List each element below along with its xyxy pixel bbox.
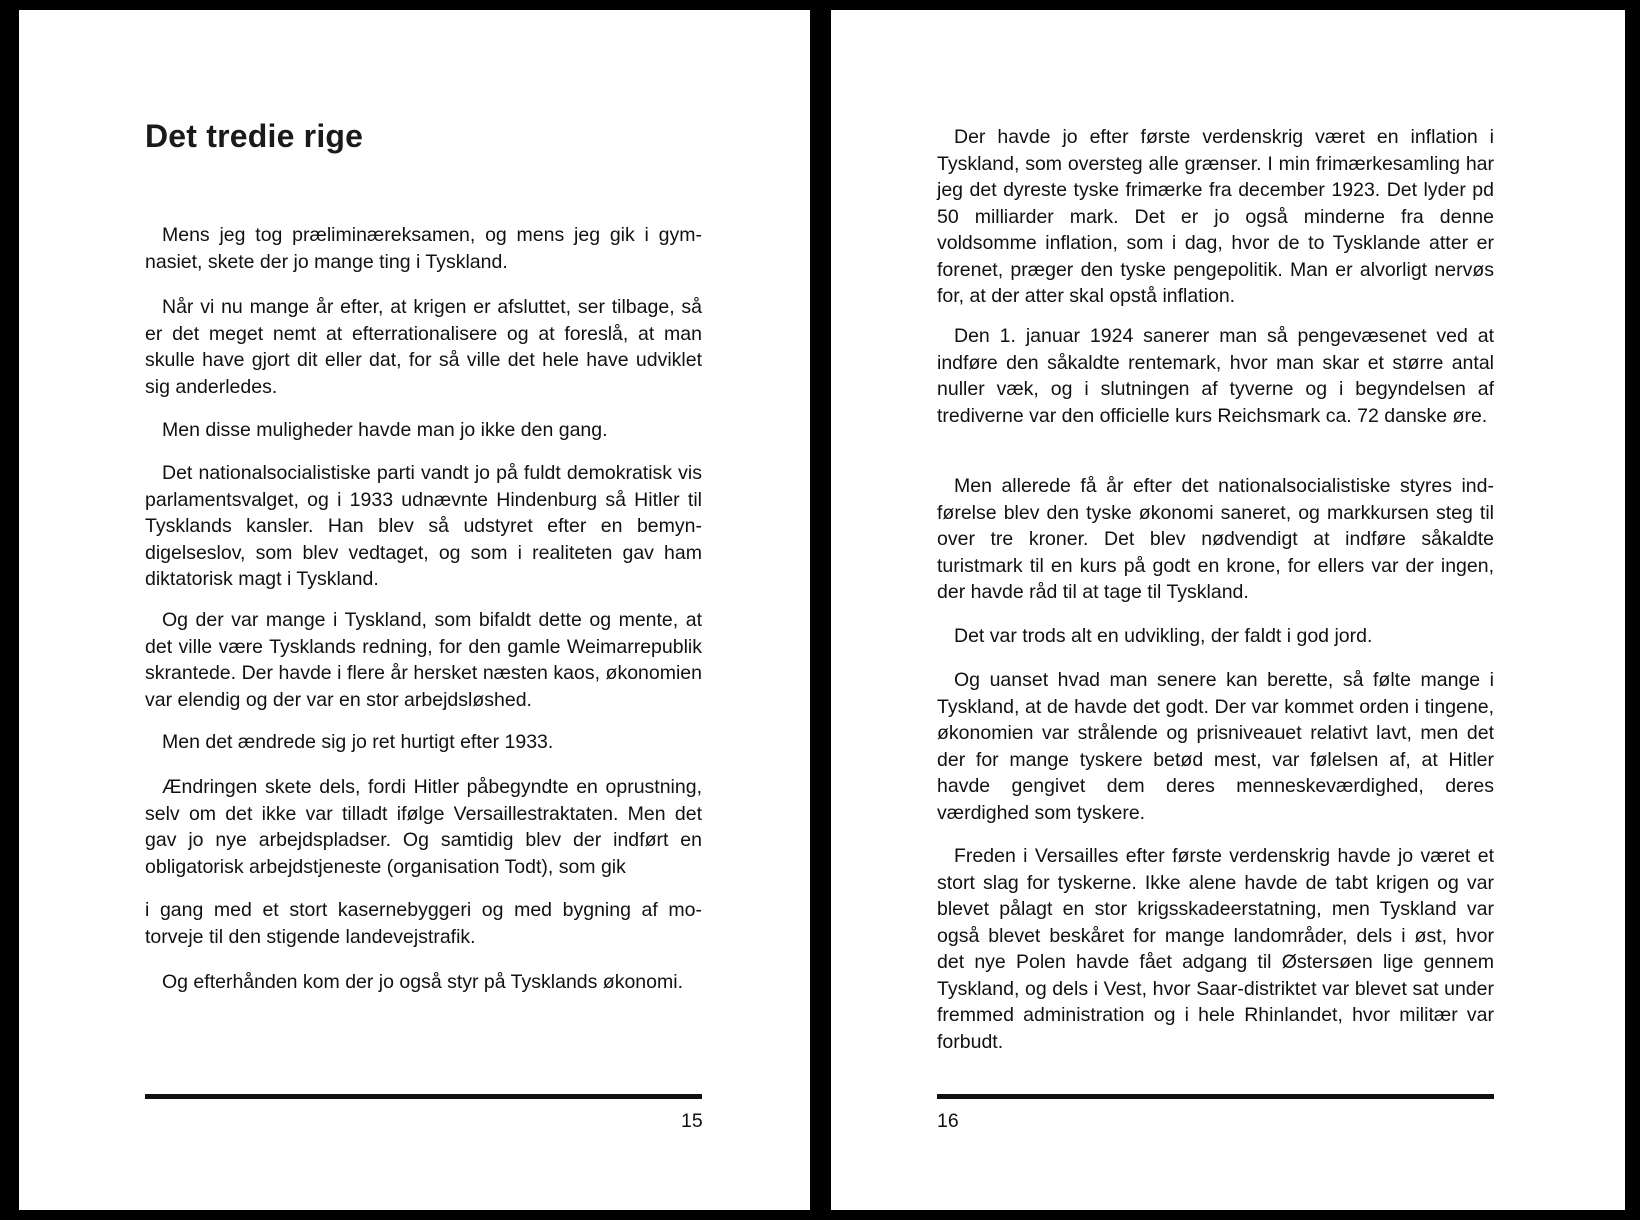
right-page xyxy=(831,10,1625,1210)
paragraph: Når vi nu mange år efter, at krigen er afsluttet, ser tilbage, så er det meget nemt at efterrationalisere og at foreslå, at man skulle have gjort dit eller dat, for så ville det hele have udviklet sig anderledes. xyxy=(145,296,702,398)
paragraph: Det var trods alt en udvikling, der faldt i god jord. xyxy=(954,625,1373,647)
left-page xyxy=(19,10,810,1210)
page-number: 16 xyxy=(937,1110,959,1132)
paragraph: Og uanset hvad man senere kan berette, så følte mange i Tyskland, at de havde det godt. Der var kommet orden i tingene, økonomien var strålende og prisniveauet relativt lavt, men det der for mange tyskere betød mest, var følelsen af, at Hitler havde gengivet dem deres menneskeværdighed, deres værdighed som tyskere. xyxy=(937,669,1494,824)
paragraph: Den 1. januar 1924 sanerer man så pengevæsenet ved at indføre den såkaldte rentemark, hvor man skar et større antal nuller væk, og i slutningen af tyverne og i begyndelsen af trediverne var den officielle kurs Reichsmark ca. 72 danske øre. xyxy=(937,325,1494,427)
paragraph: Men allerede få år efter det nationalsocialistiske styres indførelse blev den tyske økonomi saneret, og markkursen steg til over tre kroner. Det blev nødvendigt at indføre såkaldte turistmark til en kurs på godt en krone, for ellers var der ingen, der havde råd til at tage til Tyskland. xyxy=(937,475,1494,603)
paragraph: Det nationalsocialistiske parti vandt jo på fuldt demokratisk vis parlamentsvalget, og i 1933 udnævnte Hindenburg så Hitler til Tysklands kansler. Han blev så udstyret efter en bemyndigelseslov, som blev vedtaget, og som i realiteten gav ham diktatorisk magt i Tyskland. xyxy=(145,462,702,590)
paragraph: i gang med et stort kasernebyggeri og med bygning af motorveje til den stigende landevejstrafik. xyxy=(145,899,702,948)
paragraph: Ændringen skete dels, fordi Hitler påbegyndte en oprustning, selv om det ikke var tilladt ifølge Versaillestraktaten. Men det gav jo nye arbejdspladser. Og samtidig blev der indført en obligatorisk arbejdstjeneste (organisation Todt), som gik xyxy=(145,776,702,878)
paragraph: Mens jeg tog præliminæreksamen, og mens jeg gik i gymnasiet, skete der jo mange ting i Tyskland. xyxy=(145,224,702,273)
chapter-title: Det tredie rige xyxy=(145,118,364,154)
footer-rule xyxy=(145,1094,702,1099)
paragraph: Og efterhånden kom der jo også styr på Tysklands økonomi. xyxy=(162,971,683,993)
footer-rule xyxy=(937,1094,1494,1099)
paragraph: Freden i Versailles efter første verdenskrig havde jo været et stort slag for tyskerne. Ikke alene havde de tabt krigen og var blevet pålagt en stor krigsskadeerstatning, men Tyskland var også blevet beskåret for mange landområder, dels i øst, hvor det nye Polen havde fået adgang til Østersøen lige gennem Tyskland, og dels i Vest, hvor Saar-distriktet var blevet sat under fremmed administration og i hele Rhinlandet, hvor militær var forbudt. xyxy=(937,845,1494,1053)
paragraph: Der havde jo efter første verdenskrig været en inflation i Tyskland, som oversteg alle grænser. I min frimærkesamling har jeg det dyreste tyske frimærke fra december 1923. Det lyder pd 50 milliarder mark. Det er jo også minderne fra denne voldsomme inflation, som i dag, hvor de to Tysklande atter er forenet, præger den tyske pengepolitik. Man er alvorligt nervøs for, at der atter skal opstå inflation. xyxy=(937,126,1494,307)
page-number: 15 xyxy=(681,1110,703,1132)
paragraph: Og der var mange i Tyskland, som bifaldt dette og mente, at det ville være Tysklands redning, for den gamle Weimarrepublik skrantede. Der havde i flere år hersket næsten kaos, økonomien var elendig og der var en stor arbejdsløshed. xyxy=(145,609,702,711)
paragraph: Men det ændrede sig jo ret hurtigt efter 1933. xyxy=(162,731,554,753)
paragraph: Men disse muligheder havde man jo ikke den gang. xyxy=(162,419,608,441)
